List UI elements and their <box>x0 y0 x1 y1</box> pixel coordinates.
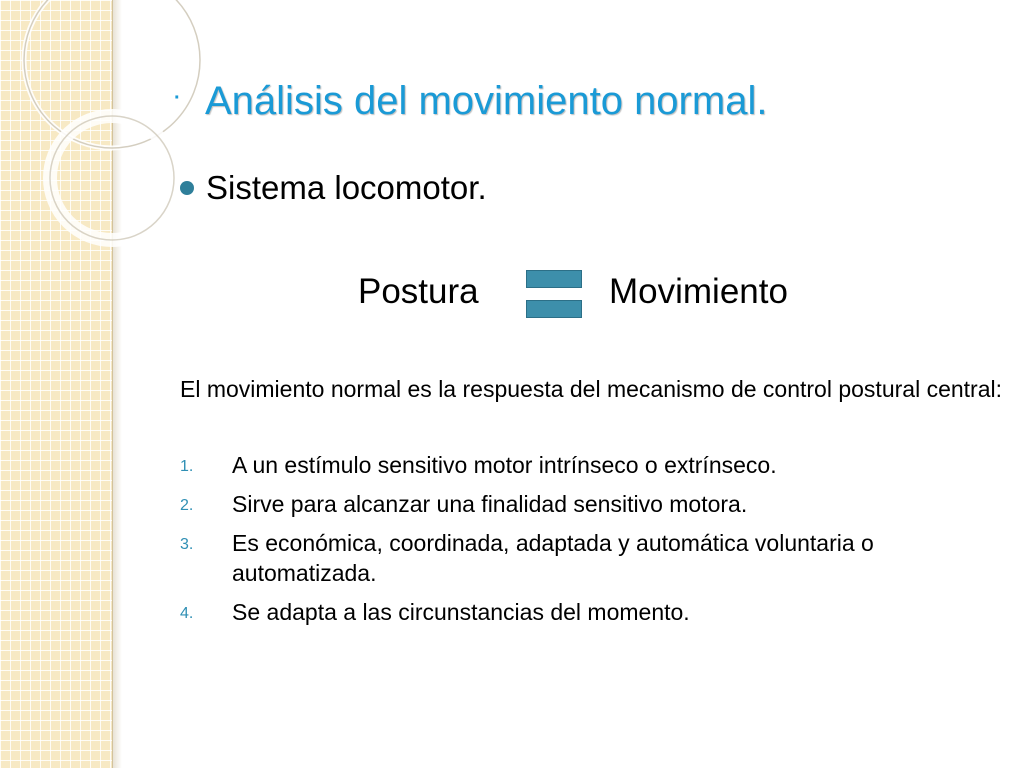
intro-paragraph: El movimiento normal es la respuesta del mecanismo de control postural central: <box>180 376 1002 402</box>
circle-ring-large <box>24 0 200 148</box>
list-item <box>180 450 1010 480</box>
equals-bar-top <box>526 270 582 288</box>
list-item-number: 3. <box>180 536 194 553</box>
numbered-list <box>180 450 1010 636</box>
bullet-text: Sistema locomotor. <box>206 169 487 206</box>
list-item-text: Se adapta a las circunstancias del momento. <box>232 599 690 625</box>
list-item <box>180 489 1010 519</box>
title-bullet-icon: · <box>174 87 181 109</box>
list-item <box>180 528 1010 588</box>
list-item-number: 2. <box>180 497 194 514</box>
relation-right-label: Movimiento <box>609 272 788 311</box>
list-item-text: Sirve para alcanzar una finalidad sensitivo motora. <box>232 491 748 517</box>
bullet-item <box>180 168 487 208</box>
list-item-number: 1. <box>180 458 194 475</box>
bullet-dot-icon <box>180 181 194 195</box>
list-item-text: A un estímulo sensitivo motor intrínseco o extrínseco. <box>232 452 777 478</box>
equals-icon <box>526 270 584 322</box>
slide-title: Análisis del movimiento normal. <box>205 79 768 123</box>
decorative-circles <box>0 0 230 260</box>
list-item <box>180 597 1010 627</box>
circle-ring-small-outline <box>50 116 174 240</box>
relation-left-label: Postura <box>358 272 479 311</box>
list-item-number: 4. <box>180 605 194 622</box>
equals-bar-bottom <box>526 300 582 318</box>
list-item-text: Es económica, coordinada, adaptada y automática voluntaria o automatizada. <box>232 530 874 586</box>
